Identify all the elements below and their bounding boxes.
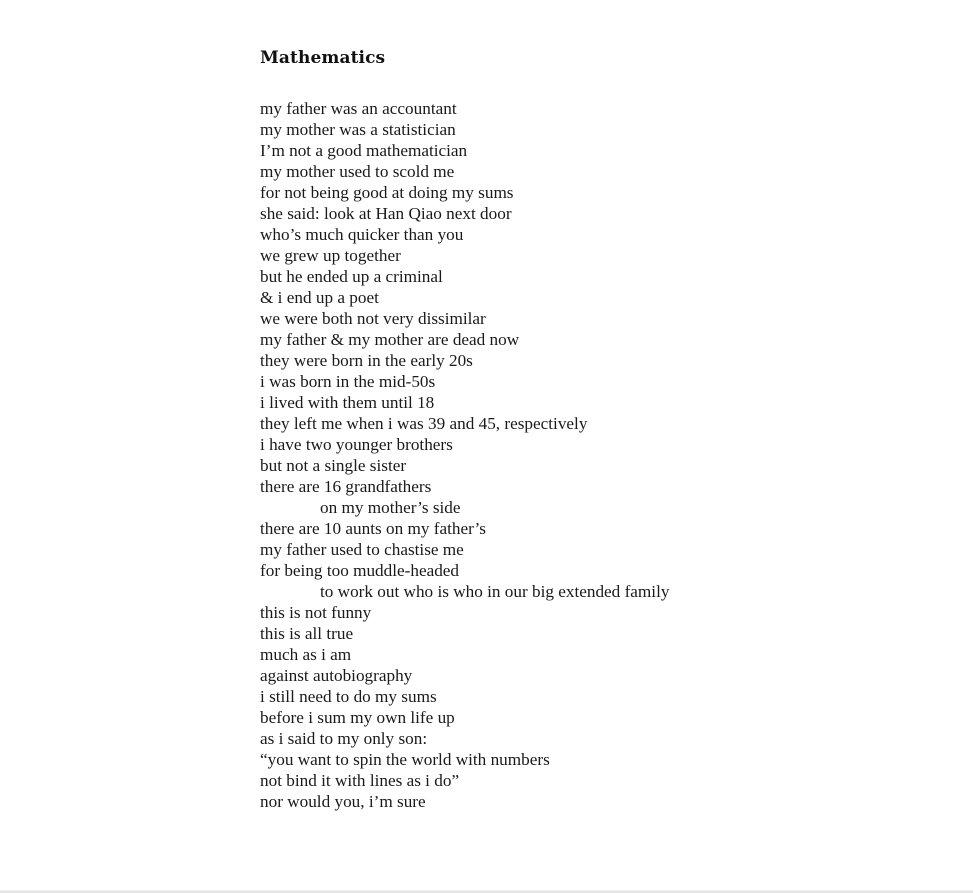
poem-line: on my mother’s side	[320, 498, 461, 517]
poem-line: before i sum my own life up	[260, 708, 455, 727]
poem-line: i was born in the mid-50s	[260, 372, 436, 391]
poem-line: my mother was a statistician	[260, 120, 456, 139]
poem-line: to work out who is who in our big extended family	[320, 582, 670, 601]
poem-line: I’m not a good mathematician	[260, 141, 468, 160]
poem-line: not bind it with lines as i do”	[260, 771, 460, 790]
poem-line: there are 16 grandfathers	[260, 477, 432, 496]
poem-line: for not being good at doing my sums	[260, 183, 514, 202]
poem-line: but not a single sister	[260, 456, 407, 475]
poem-line: my mother used to scold me	[260, 162, 455, 181]
poem-line: but he ended up a criminal	[260, 267, 443, 286]
poem-line: they left me when i was 39 and 45, respectively	[260, 414, 588, 433]
poem-line: as i said to my only son:	[260, 729, 428, 748]
poem-line: against autobiography	[260, 666, 413, 685]
poem-line: nor would you, i’m sure	[260, 792, 426, 811]
poem-container	[260, 45, 960, 812]
poem-line: i still need to do my sums	[260, 687, 437, 706]
poem-line: she said: look at Han Qiao next door	[260, 204, 512, 223]
poem-line: for being too muddle-headed	[260, 561, 460, 580]
poem-line: we were both not very dissimilar	[260, 309, 486, 328]
poem-line: much as i am	[260, 645, 352, 664]
poem-line: my father used to chastise me	[260, 540, 464, 559]
poem-line: & i end up a poet	[260, 288, 379, 307]
poem-line: we grew up together	[260, 246, 401, 265]
poem-line: who’s much quicker than you	[260, 225, 464, 244]
poem-line: they were born in the early 20s	[260, 351, 473, 370]
poem-line: i have two younger brothers	[260, 435, 453, 454]
poem-line: this is all true	[260, 624, 354, 643]
poem-line: “you want to spin the world with numbers	[260, 750, 550, 769]
poem-line: there are 10 aunts on my father’s	[260, 519, 486, 538]
poem-line: i lived with them until 18	[260, 393, 435, 412]
poem-line: my father & my mother are dead now	[260, 330, 520, 349]
poem-title: Mathematics	[260, 48, 386, 68]
poem-line: this is not funny	[260, 603, 372, 622]
poem-line: my father was an accountant	[260, 99, 457, 118]
poem-body	[260, 98, 960, 812]
